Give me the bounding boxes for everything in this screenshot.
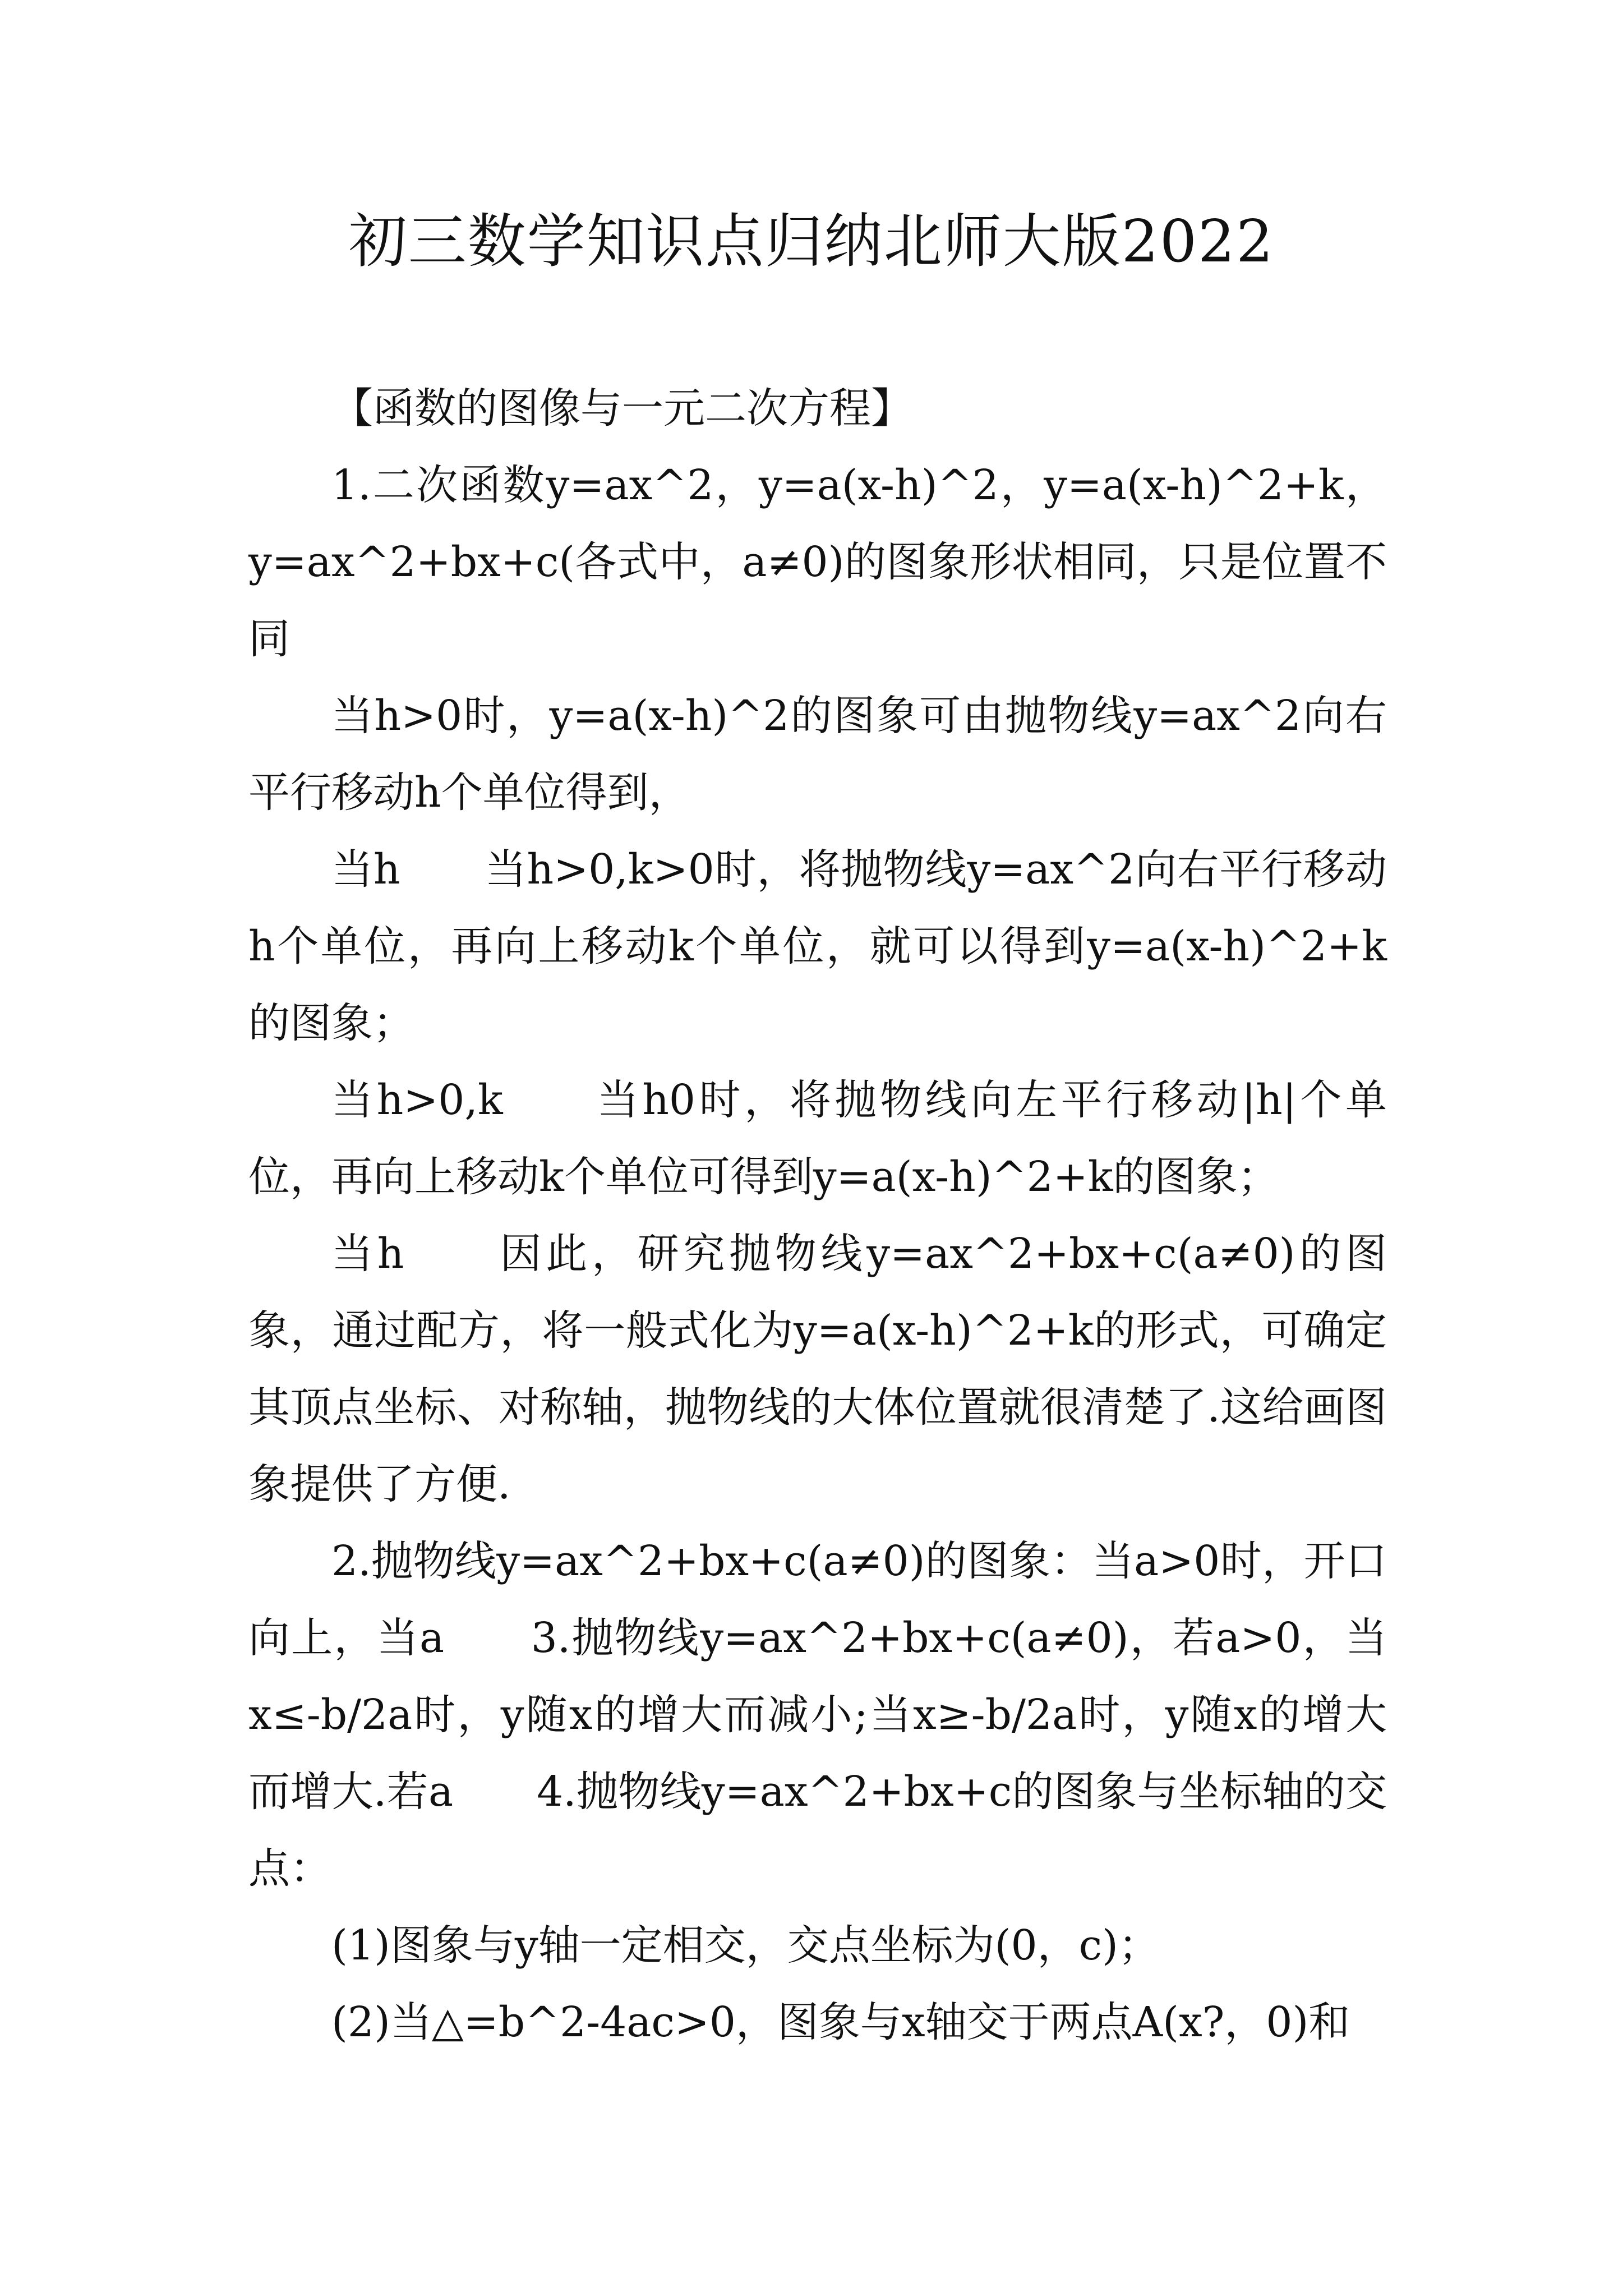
document-title: 初三数学知识点归纳北师大版2022	[348, 207, 1275, 275]
section-heading: 【函数的图像与一元二次方程】	[331, 384, 912, 432]
paragraph-6: 2.抛物线y=ax^2+bx+c(a≠0)的图象：当a>0时，开口向上，当a 3.抛物线y=ax^2+bx+c(a≠0)，若a>0，当x≤-b/2a时，y随x的增大而减小;当x≥-b/2a时，y随x的增大而增大.若a 4.抛物线y=ax^2+bx+c的图象与坐标轴的交点：	[248, 1537, 1387, 1893]
document-body	[248, 370, 1387, 2061]
paragraph-3: 当h 当h>0,k>0时，将抛物线y=ax^2向右平行移动h个单位，再向上移动k个单位，就可以得到y=a(x-h)^2+k的图象；	[248, 845, 1387, 1047]
paragraph-8: (2)当△=b^2-4ac>0，图象与x轴交于两点A(x?，0)和	[331, 1998, 1350, 2046]
paragraph-5: 当h 因此，研究抛物线y=ax^2+bx+c(a≠0)的图象，通过配方，将一般式化为y=a(x-h)^2+k的形式，可确定其顶点坐标、对称轴，抛物线的大体位置就很清楚了.这给画图象提供了方便.	[248, 1230, 1387, 1508]
paragraph-7: (1)图象与y轴一定相交，交点坐标为(0，c)；	[331, 1921, 1160, 1970]
paragraph-2: 当h>0时，y=a(x-h)^2的图象可由抛物线y=ax^2向右平行移动h个单位得到，	[248, 692, 1387, 817]
paragraph-1: 1.二次函数y=ax^2，y=a(x-h)^2，y=a(x-h)^2+k，y=ax^2+bx+c(各式中，a≠0)的图象形状相同，只是位置不同	[248, 461, 1387, 663]
paragraph-4: 当h>0,k 当h0时，将抛物线向左平行移动|h|个单位，再向上移动k个单位可得到y=a(x-h)^2+k的图象；	[248, 1076, 1387, 1201]
